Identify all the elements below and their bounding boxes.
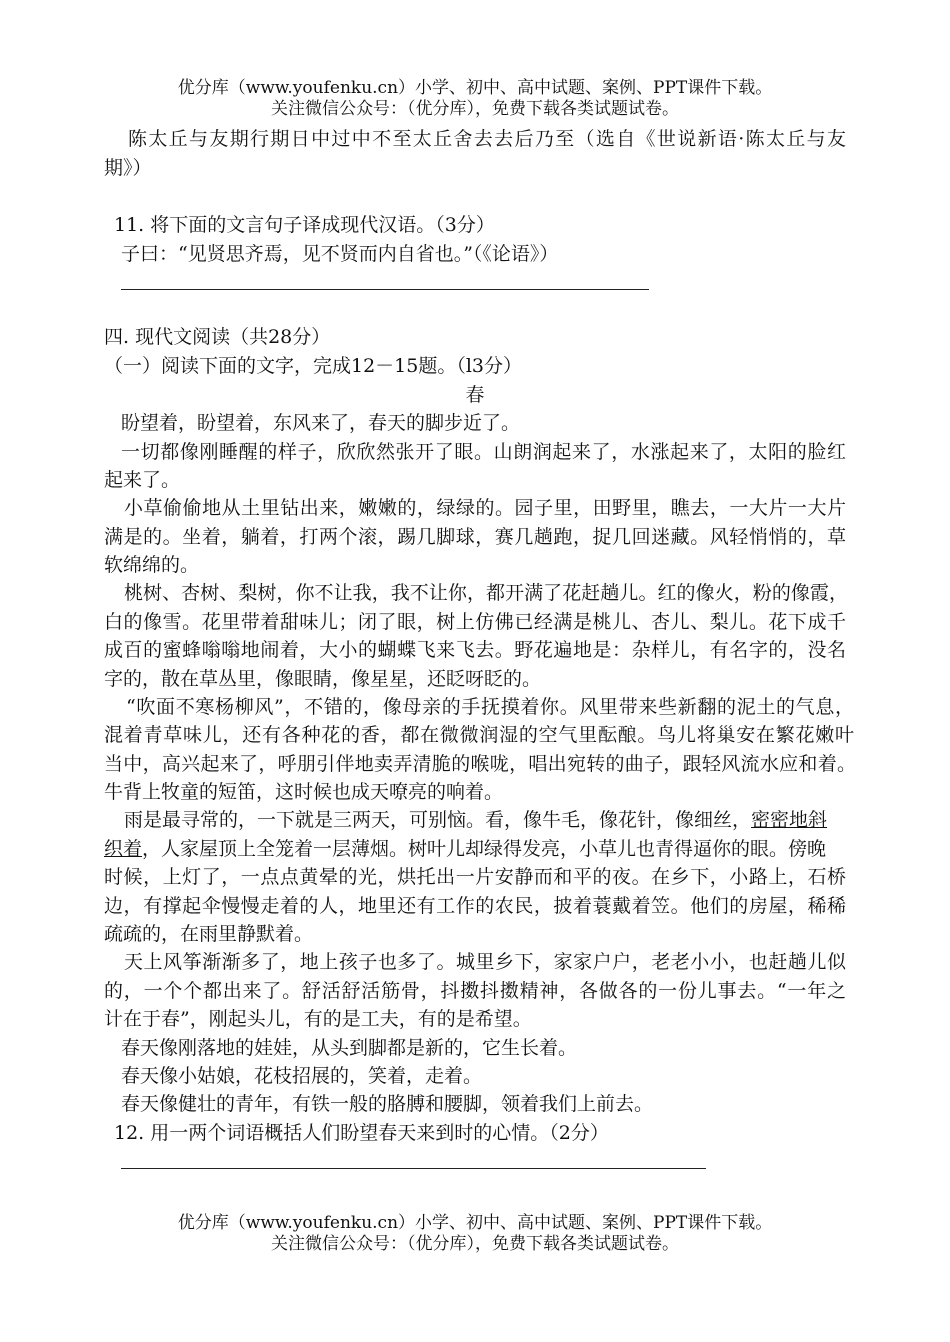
essay-line: 桃树、杏树、梨树，你不让我，我不让你，都开满了花赶趟儿。红的像火，粉的像霞， bbox=[124, 582, 848, 604]
essay-line: 字的，散在草丛里，像眼睛，像星星，还眨呀眨的。 bbox=[104, 668, 542, 690]
essay-text: 雨是最寻常的，一下就是三两天，可别恼。看，像牛毛，像花针，像细丝， bbox=[124, 809, 752, 831]
header-line-1: 优分库（www.youfenku.cn）小学、初中、高中试题、案例、PPT课件下载。 bbox=[177, 78, 773, 98]
essay-line: 牛背上牧童的短笛，这时候也成天嘹亮的响着。 bbox=[104, 781, 504, 803]
essay-line: 春天像健壮的青年，有铁一般的胳膊和腰脚，领着我们上前去。 bbox=[121, 1093, 654, 1115]
essay-line: 成百的蜜蜂嗡嗡地闹着，大小的蝴蝶飞来飞去。野花遍地是：杂样儿，有名字的，没名 bbox=[104, 639, 846, 661]
essay-line: 白的像雪。花里带着甜味儿；闭了眼，树上仿佛已经满是桃儿、杏儿、梨儿。花下成千 bbox=[104, 611, 846, 633]
essay-text: ，人家屋顶上全笼着一层薄烟。树叶儿却绿得发亮，小草儿也青得逼你的眼。傍晚 bbox=[142, 838, 827, 860]
answer-line-11 bbox=[121, 289, 649, 290]
essay-line: 满是的。坐着，躺着，打两个滚，踢几脚球，赛几趟跑，捉几回迷藏。风轻悄悄的，草 bbox=[104, 526, 846, 548]
question-11-quote: 子曰：“见贤思齐焉，见不贤而内自省也。”（《论语》） bbox=[121, 243, 559, 265]
footer-line-2: 关注微信公众号：（优分库），免费下载各类试题试卷。 bbox=[271, 1234, 679, 1254]
answer-line-12 bbox=[121, 1168, 706, 1169]
essay-line: 起来了。 bbox=[104, 469, 181, 491]
essay-line: 边，有撑起伞慢慢走着的人，地里还有工作的农民，披着蓑戴着笠。他们的房屋，稀稀 bbox=[104, 895, 846, 917]
essay-line: 一切都像刚睡醒的样子，欣欣然张开了眼。山朗润起来了，水涨起来了，太阳的脸红 bbox=[121, 441, 846, 463]
essay-title: 春 bbox=[465, 384, 485, 406]
question-12-prompt: 12. 用一两个词语概括人们盼望春天来到时的心情。（2分） bbox=[114, 1122, 609, 1144]
essay-line bbox=[104, 835, 864, 863]
essay-line: 软绵绵的。 bbox=[104, 554, 200, 576]
essay-line: 当中，高兴起来了，呼朋引伴地卖弄清脆的喉咙，唱出宛转的曲子，跟轻风流水应和着。 bbox=[104, 753, 856, 775]
header-line-2: 关注微信公众号：（优分库），免费下载各类试题试卷。 bbox=[271, 99, 679, 119]
essay-line: “吹面不寒杨柳风”，不错的，像母亲的手抚摸着你。风里带来些新翻的泥土的气息， bbox=[126, 696, 854, 718]
classical-text-line-2: 期》） bbox=[104, 157, 152, 179]
essay-line: 春天像刚落地的娃娃，从头到脚都是新的，它生长着。 bbox=[121, 1037, 578, 1059]
section-4-subheading: （一）阅读下面的文字，完成12－15题。（l3分） bbox=[104, 355, 523, 377]
classical-text-line-1: 陈太丘与友期行期日中过中不至太丘舍去去后乃至（选自《世说新语·陈太丘与友 bbox=[128, 128, 846, 150]
footer-line-1: 优分库（www.youfenku.cn）小学、初中、高中试题、案例、PPT课件下载。 bbox=[177, 1213, 773, 1233]
question-11-prompt: 11. 将下面的文言句子译成现代汉语。（3分） bbox=[114, 214, 495, 236]
essay-line: 疏疏的，在雨里静默着。 bbox=[104, 923, 314, 945]
essay-line: 盼望着，盼望着，东风来了，春天的脚步近了。 bbox=[121, 412, 521, 434]
underlined-phrase: 织着 bbox=[104, 838, 143, 860]
underlined-phrase: 密密地斜 bbox=[751, 809, 828, 831]
essay-line: 混着青草味儿，还有各种花的香，都在微微润湿的空气里酝酿。鸟儿将巢安在繁花嫩叶 bbox=[104, 724, 854, 746]
essay-line: 计在于春”，刚起头儿，有的是工夫，有的是希望。 bbox=[104, 1008, 532, 1030]
essay-line: 的，一个个都出来了。舒活舒活筋骨，抖擞抖擞精神，各做各的一份儿事去。“一年之 bbox=[104, 980, 846, 1002]
essay-line: 春天像小姑娘，花枝招展的，笑着，走着。 bbox=[121, 1065, 483, 1087]
section-4-heading: 四. 现代文阅读（共28分） bbox=[104, 326, 331, 348]
essay-line: 时候，上灯了，一点点黄晕的光，烘托出一片安静而和平的夜。在乡下，小路上，石桥 bbox=[104, 866, 846, 888]
essay-line bbox=[124, 806, 884, 834]
essay-line: 天上风筝渐渐多了，地上孩子也多了。城里乡下，家家户户，老老小小，也赶趟儿似 bbox=[124, 951, 846, 973]
essay-line: 小草偷偷地从土里钻出来，嫩嫩的，绿绿的。园子里，田野里，瞧去，一大片一大片 bbox=[124, 497, 846, 519]
